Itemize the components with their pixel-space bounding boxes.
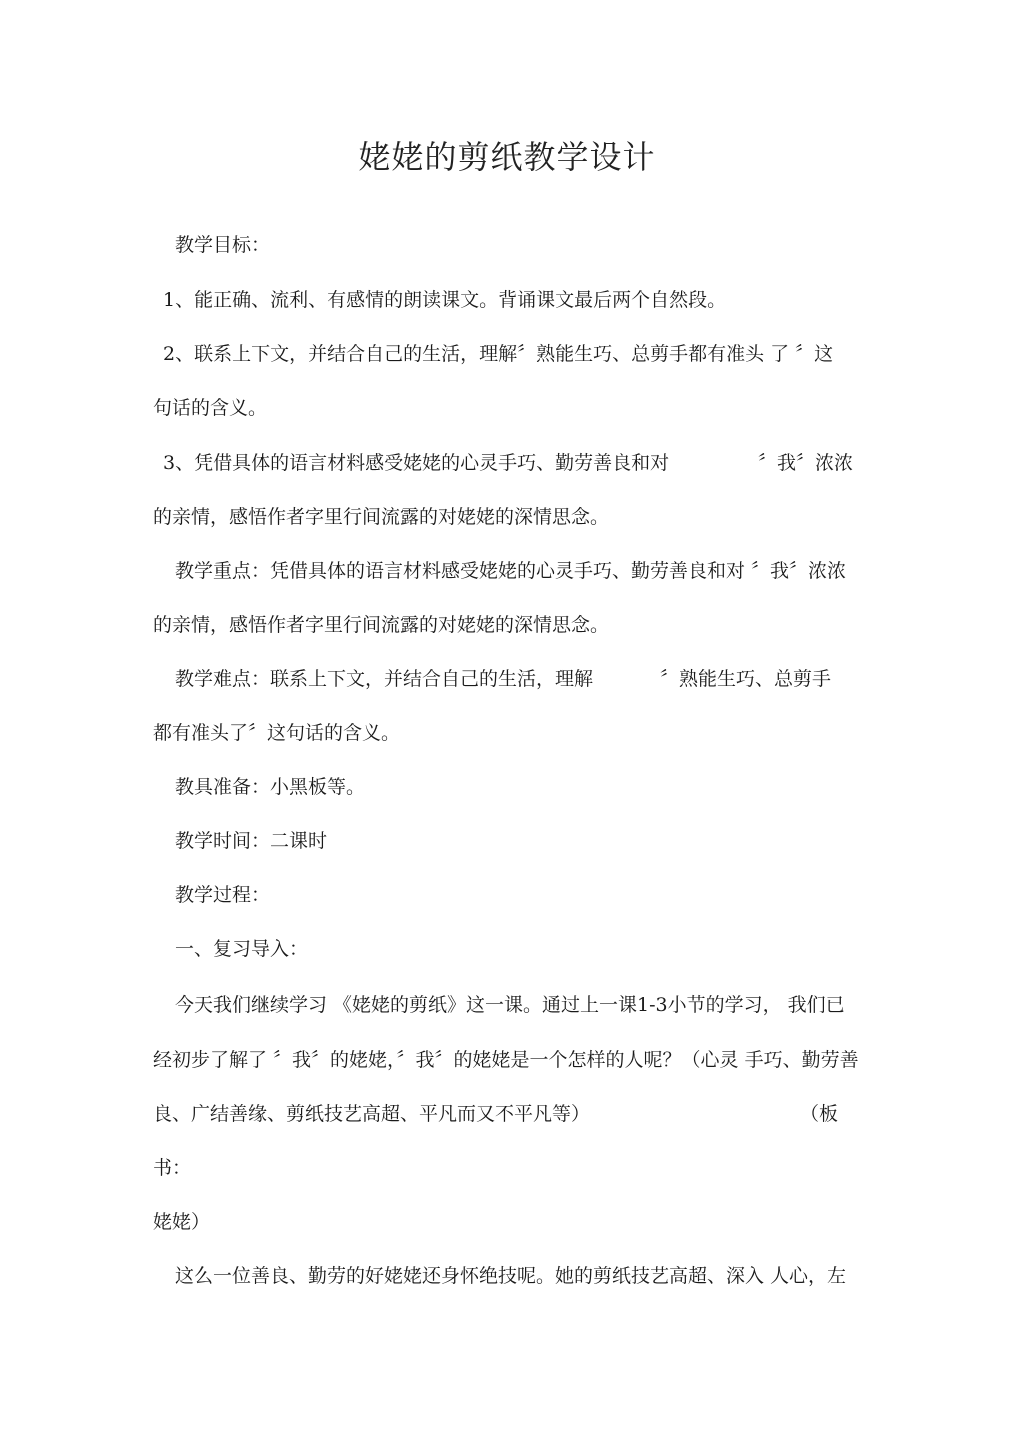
para-1-line-4: 书： [153,1157,192,1179]
difficulty-line-2: 都有准头了〞这句话的含义。 [153,722,401,744]
para-2-line-1: 这么一位善良、勤劳的好姥姥还身怀绝技呢。她的剪纸技艺高超、深入 人心，左 [175,1265,847,1287]
para-1-line-3: 良、广结善缘、剪纸技艺高超、平凡而又不平凡等） [153,1103,591,1125]
difficulty-line-1: 教学难点：联系上下文，并结合自己的生活，理解 [175,668,594,690]
goal-2-line-1: 2、联系上下文，并结合自己的生活，理解〞熟能生巧、总剪手都有准头 了 〞这 [163,343,834,365]
goals-heading: 教学目标： [175,234,271,256]
para-1-line-5: 姥姥） [153,1211,211,1233]
para-1-line-3-right: （板 [800,1103,839,1125]
goal-3-line-1-right: 〞我〞浓浓 [758,452,854,474]
section-1-heading: 一、复习导入： [175,938,309,960]
goal-3-line-2: 的亲情，感悟作者字里行间流露的对姥姥的深情思念。 [153,506,610,528]
focus-line-1: 教学重点：凭借具体的语言材料感受姥姥的心灵手巧、勤劳善良和对 〞我〞浓浓 [175,560,847,582]
para-1-line-1: 今天我们继续学习 《姥姥的剪纸》这一课。通过上一课1-3小节的学习， 我们已 [175,994,845,1016]
difficulty-line-1-right: 〞熟能生巧、总剪手 [660,668,832,690]
goal-1: 1、能正确、流利、有感情的朗读课文。背诵课文最后两个自然段。 [163,289,727,311]
tools-line: 教具准备：小黑板等。 [175,776,366,798]
para-1-line-2: 经初步了解了 〞我〞的姥姥，〞我〞的姥姥是一个怎样的人呢？（心灵 手巧、勤劳善 [153,1049,859,1071]
time-line: 教学时间：二课时 [175,830,328,852]
process-heading: 教学过程： [175,884,271,906]
focus-line-2: 的亲情，感悟作者字里行间流露的对姥姥的深情思念。 [153,614,610,636]
goal-3-line-1: 3、凭借具体的语言材料感受姥姥的心灵手巧、勤劳善良和对 [163,452,670,474]
document-title: 姥姥的剪纸教学设计 [358,138,656,176]
goal-2-line-2: 句话的含义。 [153,397,268,419]
